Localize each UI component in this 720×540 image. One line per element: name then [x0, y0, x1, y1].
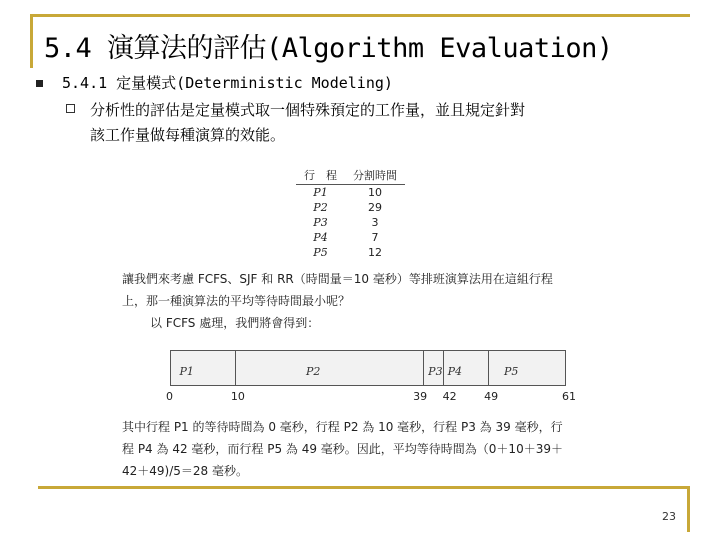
- gantt-tick-label: 0: [166, 390, 173, 403]
- result-line3: 42＋49)/5＝28 毫秒。: [122, 464, 248, 478]
- gantt-segment-p5: [489, 351, 567, 385]
- process-name: P5: [313, 246, 328, 259]
- gantt-segment-label: P2: [306, 365, 321, 378]
- table-row: [296, 215, 405, 230]
- process-name: P2: [313, 201, 328, 214]
- intro-line2: 上，那一種演算法的平均等待時間最小呢？: [122, 294, 351, 308]
- intro-line3: 以 FCFS 處理，我們將會得到：: [150, 316, 320, 330]
- gantt-segment-label: P1: [179, 365, 194, 378]
- gantt-tick-label: 10: [230, 390, 245, 403]
- gantt-tick-label: 42: [442, 390, 457, 403]
- frame-right-line: [687, 486, 690, 532]
- table-row: [296, 230, 405, 245]
- burst-time: 12: [368, 246, 382, 259]
- bullet-level2-line1: 分析性的評估是定量模式取一個特殊預定的工作量，並且規定針對: [90, 101, 526, 119]
- process-name: P1: [313, 186, 328, 199]
- intro-line1: 讓我們來考慮 FCFS、SJF 和 RR（時間量＝10 毫秒）等排班演算法用在這組行程: [122, 272, 553, 286]
- burst-time: 29: [368, 201, 382, 214]
- gantt-segment-label: P5: [504, 365, 519, 378]
- burst-time: 3: [371, 216, 379, 229]
- result-line2: 程 P4 為 42 毫秒，而行程 P5 為 49 毫秒。因此，平均等待時間為（0＋10＋39＋: [122, 442, 563, 456]
- gantt-segment-p1: [171, 351, 236, 385]
- gantt-chart: [170, 350, 566, 386]
- process-name: P4: [313, 231, 328, 244]
- table-header-burst: 分割時間: [345, 166, 405, 185]
- square-bullet-icon: [36, 80, 43, 87]
- process-name: P3: [313, 216, 328, 229]
- slide-title: 5.4 演算法的評估(Algorithm Evaluation): [44, 33, 613, 64]
- burst-time: 7: [371, 231, 379, 244]
- bullet-level2: [90, 98, 690, 148]
- page-number: 23: [662, 510, 676, 523]
- table-row: [296, 245, 405, 260]
- burst-time: 10: [368, 186, 382, 199]
- gantt-tick-label: 61: [562, 390, 576, 403]
- hollow-square-bullet-icon: [66, 104, 75, 113]
- gantt-segment-p2: [236, 351, 424, 385]
- gantt-segment-label: P3: [428, 365, 443, 378]
- gantt-tick-label: 39: [413, 390, 428, 403]
- frame-top-line: [30, 14, 690, 17]
- gantt-segment-p3: [424, 351, 443, 385]
- frame-left-line: [30, 14, 33, 68]
- gantt-tick-label: 49: [484, 390, 499, 403]
- process-table: [296, 166, 405, 260]
- table-row: [296, 200, 405, 215]
- gantt-segment-p4: [444, 351, 489, 385]
- bullet-level2-line2: 該工作量做每種演算的效能。: [90, 126, 286, 144]
- frame-bottom-line: [38, 486, 690, 489]
- gantt-segment-label: P4: [447, 365, 463, 378]
- bullet-level1: 5.4.1 定量模式(Deterministic Modeling): [62, 74, 393, 92]
- table-header-process: 行 程: [296, 166, 345, 185]
- result-line1: 其中行程 P1 的等待時間為 0 毫秒，行程 P2 為 10 毫秒，行程 P3 為 39 毫秒，行: [122, 420, 563, 434]
- table-row: [296, 185, 405, 201]
